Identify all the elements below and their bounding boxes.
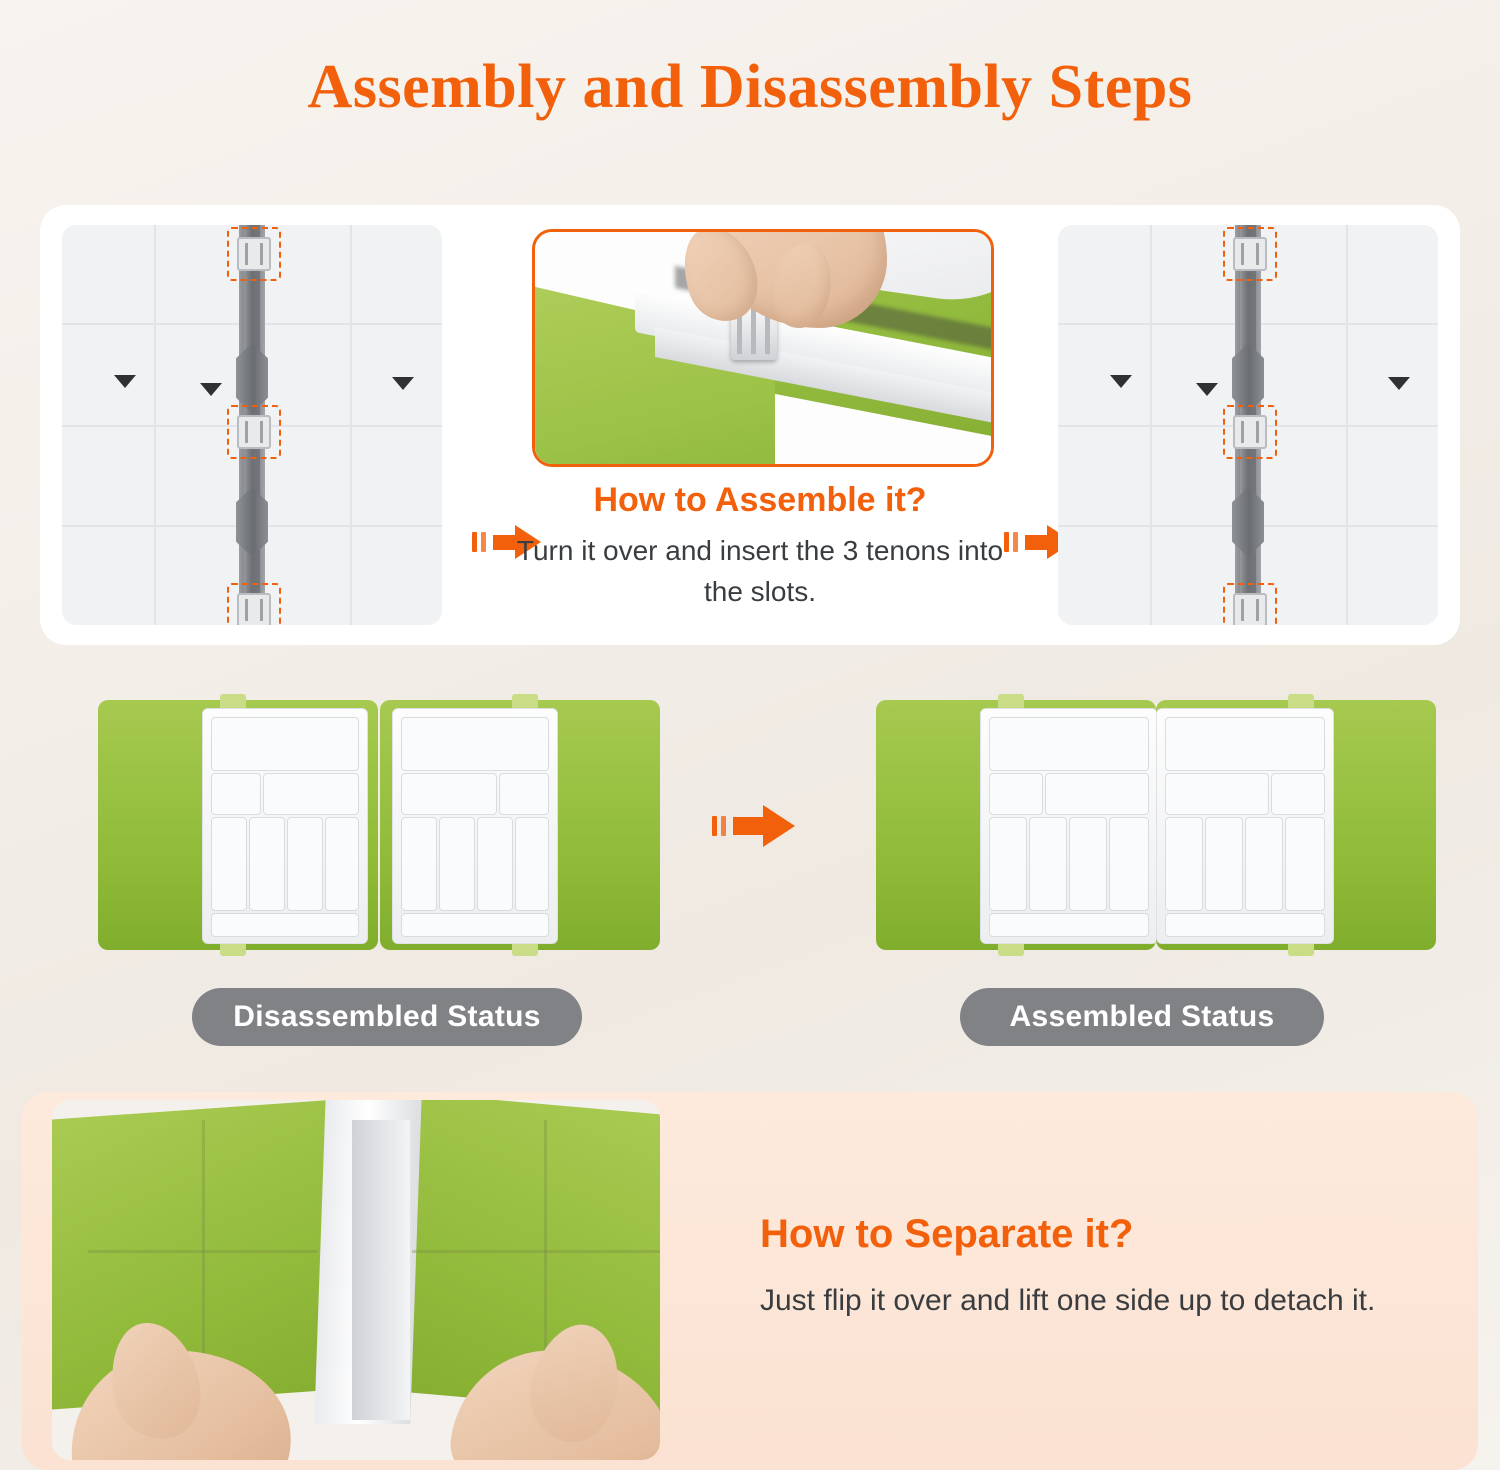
tray-disassembled-right bbox=[380, 700, 660, 950]
tenon-highlight-box bbox=[1223, 405, 1277, 459]
tenon-highlight-box bbox=[227, 583, 281, 625]
tenon-highlight-box bbox=[227, 227, 281, 281]
direction-marker-icon bbox=[392, 377, 414, 390]
hands-separating-trays-photo bbox=[52, 1100, 660, 1460]
assemble-body: Turn it over and insert the 3 tenons into the slots. bbox=[516, 535, 1004, 607]
direction-marker-icon bbox=[200, 383, 222, 396]
underside-panel-before bbox=[62, 225, 442, 625]
direction-marker-icon bbox=[1110, 375, 1132, 388]
tenon-highlight-box bbox=[1223, 227, 1277, 281]
separate-body: Just flip it over and lift one side up to detach it. bbox=[760, 1284, 1376, 1317]
tray-disassembled-left bbox=[98, 700, 378, 950]
tenon-highlight-box bbox=[227, 405, 281, 459]
tray-assembled-left bbox=[876, 700, 1156, 950]
assemble-heading: How to Assemble it? bbox=[593, 481, 927, 519]
separate-heading: How to Separate it? bbox=[760, 1212, 1134, 1256]
direction-marker-icon bbox=[1388, 377, 1410, 390]
tray-assembled-right bbox=[1156, 700, 1436, 950]
direction-marker-icon bbox=[1196, 383, 1218, 396]
tenon-highlight-box bbox=[1223, 583, 1277, 625]
underside-panel-after bbox=[1058, 225, 1438, 625]
status-badge-disassembled: Disassembled Status bbox=[192, 988, 582, 1046]
arrow-right bbox=[712, 805, 795, 847]
hand-inserting-tenon-photo bbox=[532, 229, 994, 467]
direction-marker-icon bbox=[114, 375, 136, 388]
status-badge-assembled: Assembled Status bbox=[960, 988, 1324, 1046]
assembly-step-card bbox=[40, 205, 1460, 645]
page-title: Assembly and Disassembly Steps bbox=[307, 53, 1193, 121]
